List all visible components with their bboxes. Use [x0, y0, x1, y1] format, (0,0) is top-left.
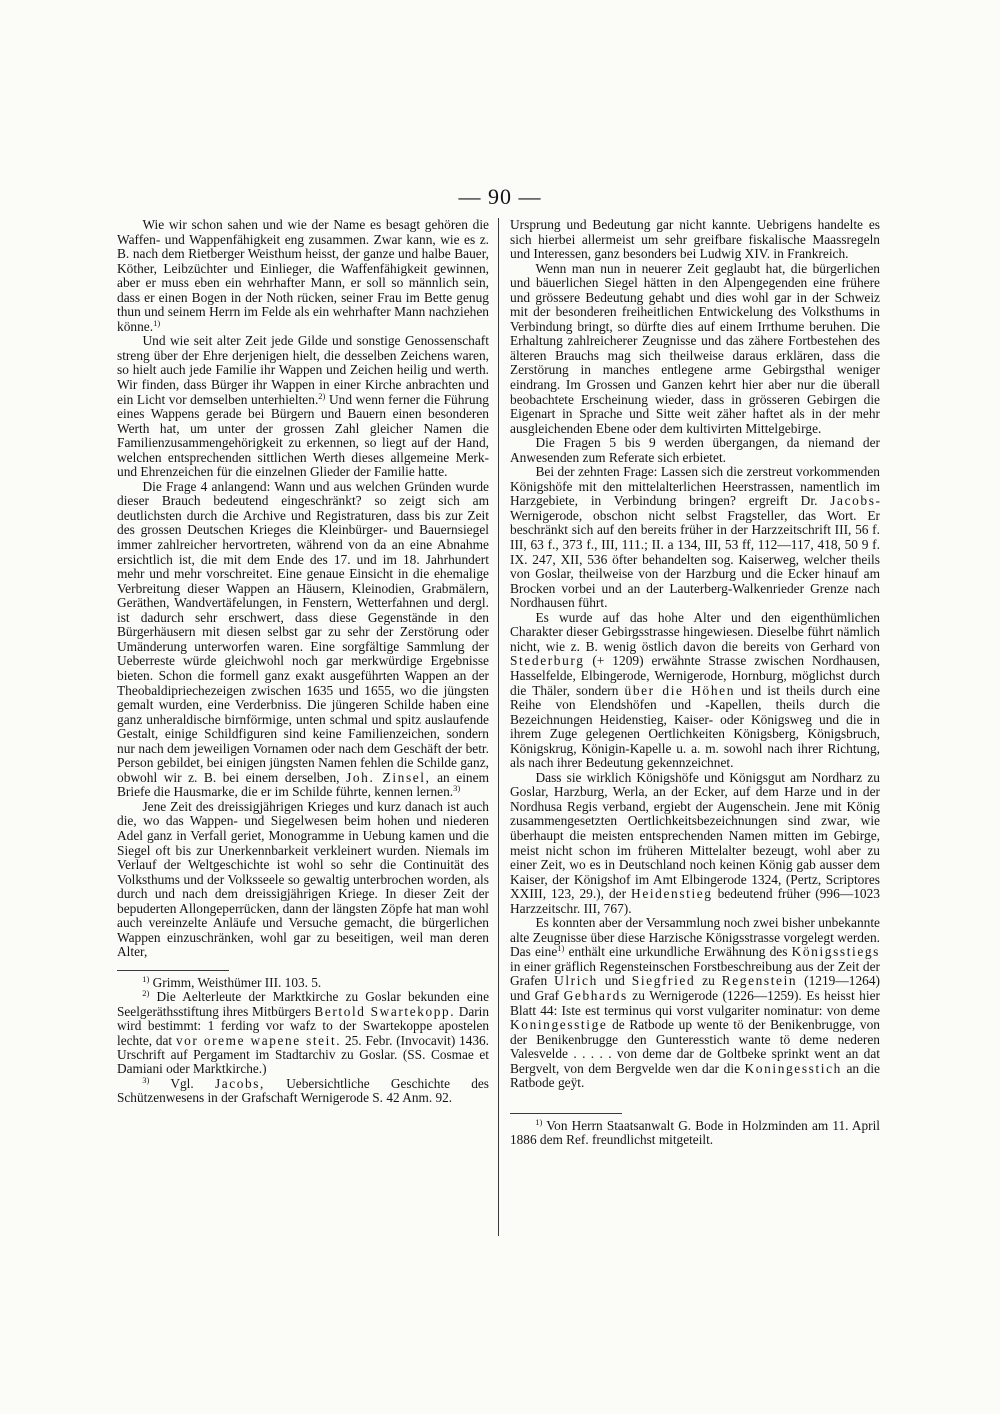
footnote-separator [117, 970, 229, 971]
footnotes [510, 1116, 880, 1148]
column-divider [498, 218, 499, 1236]
paragraph: Ursprung und Bedeutung gar nicht kannte. Uebrigens handelte es sich hierbei allermeist um sehr greifbare fiskalische Maassregeln und Interessen, ganz besonders bei Ludwig XIV. in Frankreich. [510, 217, 880, 262]
paragraph: Die Fragen 5 bis 9 werden übergangen, da niemand der Anwesenden zum Referate sich erbietet. [510, 435, 880, 465]
footnote: $^{2)}$ Die Aelterleute der Marktkirche zu Goslar bekunden eine Seelgeräthsstiftung ihres Mitbürgers Bertold Swartekopp. Darin wird bestimmt: 1 ferding vor wafz to der Swartekoppe apostelen lechte, dat vor oreme wapene steit. 25. Febr. (Invocavit) 1436. Urschrift auf Pergament im Stadtarchiv zu Goslar. (SS. Cosmae et Damiani oder Marktkirche.) [117, 988, 490, 1077]
left-column [117, 218, 489, 1106]
spaced-name: Joh. Zinsel, [346, 769, 431, 785]
paragraph: Bei der zehnten Frage: Lassen sich die zerstreut vorkommenden Königshöfe mit den mittelalterlichen Heerstrassen, namentlich im Harzgebiete, in Verbindung bringen? ergreift Dr. Jacobs-Wernigerode, obschon nicht selbst Fragsteller, das Wort. Er beschränkt sich auf den bereits früher in der Harzzeitschrift III, 56 f. III, 63 f., 373 f., III, 111.; II. a 134, III, 53 ff, 112—117, 418, 50 9 f. IX. 247, XII, 536 öfter behandelten sog. Kaiserweg, welcher theils von Goslar, theilweise von der Harzburg und die Ecker hinauf am Brocken vorbei und an der Lauterberg-Walkenrieder Grenze nach Nordhausen führt. [510, 464, 880, 611]
right-column [510, 218, 880, 1148]
footnote: $^{3)}$ Vgl. Jacobs, Uebersichtliche Geschichte des Schützenwesens in der Grafschaft Wernigerode S. 42 Anm. 92. [117, 1074, 489, 1106]
footnote-ref: 1) [153, 317, 161, 328]
footnote: $^{1)}$ Von Herrn Staatsanwalt G. Bode in Holzminden am 11. April 1886 dem Ref. freundlichst mitgeteilt. [510, 1116, 880, 1148]
paragraph: Es konnten aber der Versammlung noch zwei bisher unbekannte alte Zeugnisse über diese Harzische Königsstrasse vorgelegt werden. Das eine$^{1)}$ enthält eine urkundliche Erwähnung des Königsstiegs in einer gräflich Regensteinschen Forstbeschreibung aus der Zeit der Grafen Ulrich und Siegfried zu Regenstein (1219—1264) und Graf Gebhards zu Wernigerode (1226—1259). Es heisst hier Blatt 44: Iste est terminus qui vorst vulgariter nominatur: von deme Koningesstige de Ratbode up wente tö der Benikenbrugge, von der Benikenbrugge den Gunteresstich wante tö deme nederen Valesvelde . . . . . von deme dar de Goltbeke sprinkt went an dat Bergvelt, von dem Bergvelde wen dar die Koningesstich an die Ratbode geÿt. [510, 915, 880, 1091]
paragraph: Dass sie wirklich Königshöfe und Königsgut am Nordharz zu Goslar, Harzburg, Werla, an der Ecker, auf dem Harze und in der Nordhusa Regis verband, ergiebt der Augenschein. Jene mit König zusammengesetzten Oertlichkeitsbezeichnungen sind zwar, wie überhaupt die meisten entsprechenden Namen mitten im Gebirge, meist nicht schon im früheren Mittelalter bezeugt, wohl aber zu einer Zeit, wo es in Deutschland noch keinen König gab ausser dem Kaiser, der Königshof im Amt Elbingerode 1324, (Pertz, Scriptores XXIII, 123, 29.), der Heidenstieg bedeutend früher (996—1023 Harzzeitschr. III, 767). [510, 769, 880, 916]
paragraph: Wie wir schon sahen und wie der Name es besagt gehören die Waffen- und Wappenfähigkeit eng zusammen. Zwar kann, wie es z. B. nach dem Rietberger Weisthum heisst, der ganze und halbe Bauer, Köther, Leibzüchter und Einlieger, die Waffenfähigkeit gewinnen, aber er muss eben ein wehrhafter Mann, er soll so männlich sein, dass er einen Bogen in der Noth rücken, seiner Frau im Bette genug thun und seinem Herrn im Felde als ein wehrhafter Mann nachziehen könne.$^{1)}$ [117, 217, 489, 334]
paragraph: Wenn man nun in neuerer Zeit geglaubt hat, die bürgerlichen und bäuerlichen Siegel hätten in den Alpengegenden eine frühere und grössere Bedeutung gehabt und dies wohl gar in der Schweiz mit der besonderen freiheitlichen Entwickelung des Volksthums in Verbindung bringt, so dürfte dies auf einem Irrthume beruhen. Die Erhaltung zahlreicherer Zeugnisse und das zähere Fortbestehen des älteren Brauchs mag sich theilweise daraus erklären, dass die Zerstörung in manches entlegene arme Gebirgsthal weniger eindrang. Im Grossen und Ganzen kehrt hier aber nur die überall beobachtete Erscheinung wieder, dass in grösseren Gebirgen die Eigenart in Sprache und Sitte weit zäher haftet als in der mehr ausgleichenden Ebene oder dem kultivirten Mittelgebirge. [510, 260, 880, 436]
footnote-separator [510, 1113, 622, 1114]
paragraph: Es wurde auf das hohe Alter und den eigenthümlichen Charakter dieser Gebirgsstrasse hingewiesen. Dieselbe führt nämlich nicht, wie z. B. wenig östlich davon die bereits von Gerhard von Stederburg (+ 1209) erwähnte Strasse zwischen Nordhausen, Hasselfelde, Elbingerode, Wernigerode, Hornburg, möglichst durch die Thäler, sondern über die Höhen und ist theils durch eine Reihe von Elendshöfen und -Kapellen, theils durch die Bezeichnungen Heidenstieg, Kaiser- oder Königsweg und die in ihrem Zuge gelegenen Oertlichkeiten Königsberg, Königsbruch, Königskrug, Königin-Kapelle u. a. m. sowohl nach ihrer Richtung, als nach ihrer Bedeutung gekennzeichnet. [510, 609, 881, 771]
footnote: $^{1)}$ Grimm, Weisthümer III. 103. 5. [142, 973, 322, 990]
paragraph: Die Frage 4 anlangend: Wann und aus welchen Gründen wurde dieser Brauch bedeutend eingeschränkt? so zeigt sich am deutlichsten durch die Archive und Registraturen, dass bis zur Zeit des grossen Deutschen Krieges die Kleinbürger- und Bauernsiegel immer zahlreicher hervortreten, während von da an eine Abnahme ersichtlich ist, die mit dem Ende des 17. und im 18. Jahrhundert mehr und mehr vorschreitet. Eine genaue Einsicht in die ehemalige Verbreitung dieser Wappen an Häusern, Kleinodien, Grabmälern, Geräthen, Wandvertäfelungen, in Fenstern, Wetterfahnen und dergl. ist dadurch sehr erschwert, dass diese Gegenstände in den Bürgerhäusern mit diesen selbst gar zu sehr der Zerstörung oder Umänderung unterworfen waren. Eine sorgfältige Sammlung der Ueberreste würde gleichwohl noch gar merkwürdige Ergebnisse bieten. Schon die formell ganz exakt ausgeführten Wappen an der Theobaldipriechezeigen zwischen 1635 und 1655, wo die jüngsten gemalt wurden, eine Verderbniss. Die jüngeren Schilde haben eine ganz unheraldische birnförmige, unten schmal und spitz auslaufende Gestalt, einige Schildfiguren sind keine Familienzeichen, sondern nur nach dem jeweiligen Vornamen oder nach dem Geschäft der betr. Person gebildet, bei einigen jüngsten Namen fehlen die Schilde ganz, obwohl wir z. B. bei einem derselben, Joh. Zinsel, an einem Briefe die Hausmarke, die er im Schilde führte, kennen lernen.$^{3)}$ [117, 478, 489, 800]
footnote-ref: 2) [318, 390, 326, 401]
footnotes [117, 973, 490, 1106]
paragraph: Jene Zeit des dreissigjährigen Krieges und kurz danach ist auch die, wo das Wappen- und Siegelwesen beim hohen und niederen Adel ganz in Verfall geriet, Monogramme in Uebung kamen und die Siegel oft bis zur Unerkennbarkeit verkleinert wurden. Niemals im Verlauf der Weltgeschichte ist wohl so sehr die Continuität des Volksthums und der Volksseele so gewaltig unterbrochen worden, als durch und nach dem dreissigjährigen Kriege. In dieser Zeit der bepuderten Allongeperrücken, dann der längsten Zöpfe hat man wohl auch vereinzelte Anläufe und Versuche gemacht, die bürgerlichen Wappen einzuschränken, wohl gar zu beseitigen, weil man deren Alter, [117, 798, 489, 960]
footnote-ref: 1) [557, 943, 565, 954]
spaced-name: Jacobs [830, 493, 876, 509]
page-number: — 90 — [458, 184, 542, 209]
footnote-ref: 3) [453, 783, 461, 794]
paragraph: Und wie seit alter Zeit jede Gilde und sonstige Genossenschaft streng über der Ehre derjenigen hielt, die desselben Zeichens waren, so hielt auch jede Familie ihr Wappen und Zeichen heilig und werth. Wir finden, dass Bürger ihr Wappen in einer Kirche anbrachten und ein Licht vor demselben unterhielten.$^{2)}$ Und wenn ferner die Führung eines Wappens gerade bei Bürgern und Bauern einen besonderen Werth hat, um unter der grossen Zahl gleicher Namen die Familienzusammengehörigkeit zu erkennen, so liegt auf der Hand, welchen entsprechenden sittlichen Werth dieses allgemeine Merk- und Ehrenzeichen für die einzelnen Glieder der Familie hatte. [117, 333, 489, 480]
